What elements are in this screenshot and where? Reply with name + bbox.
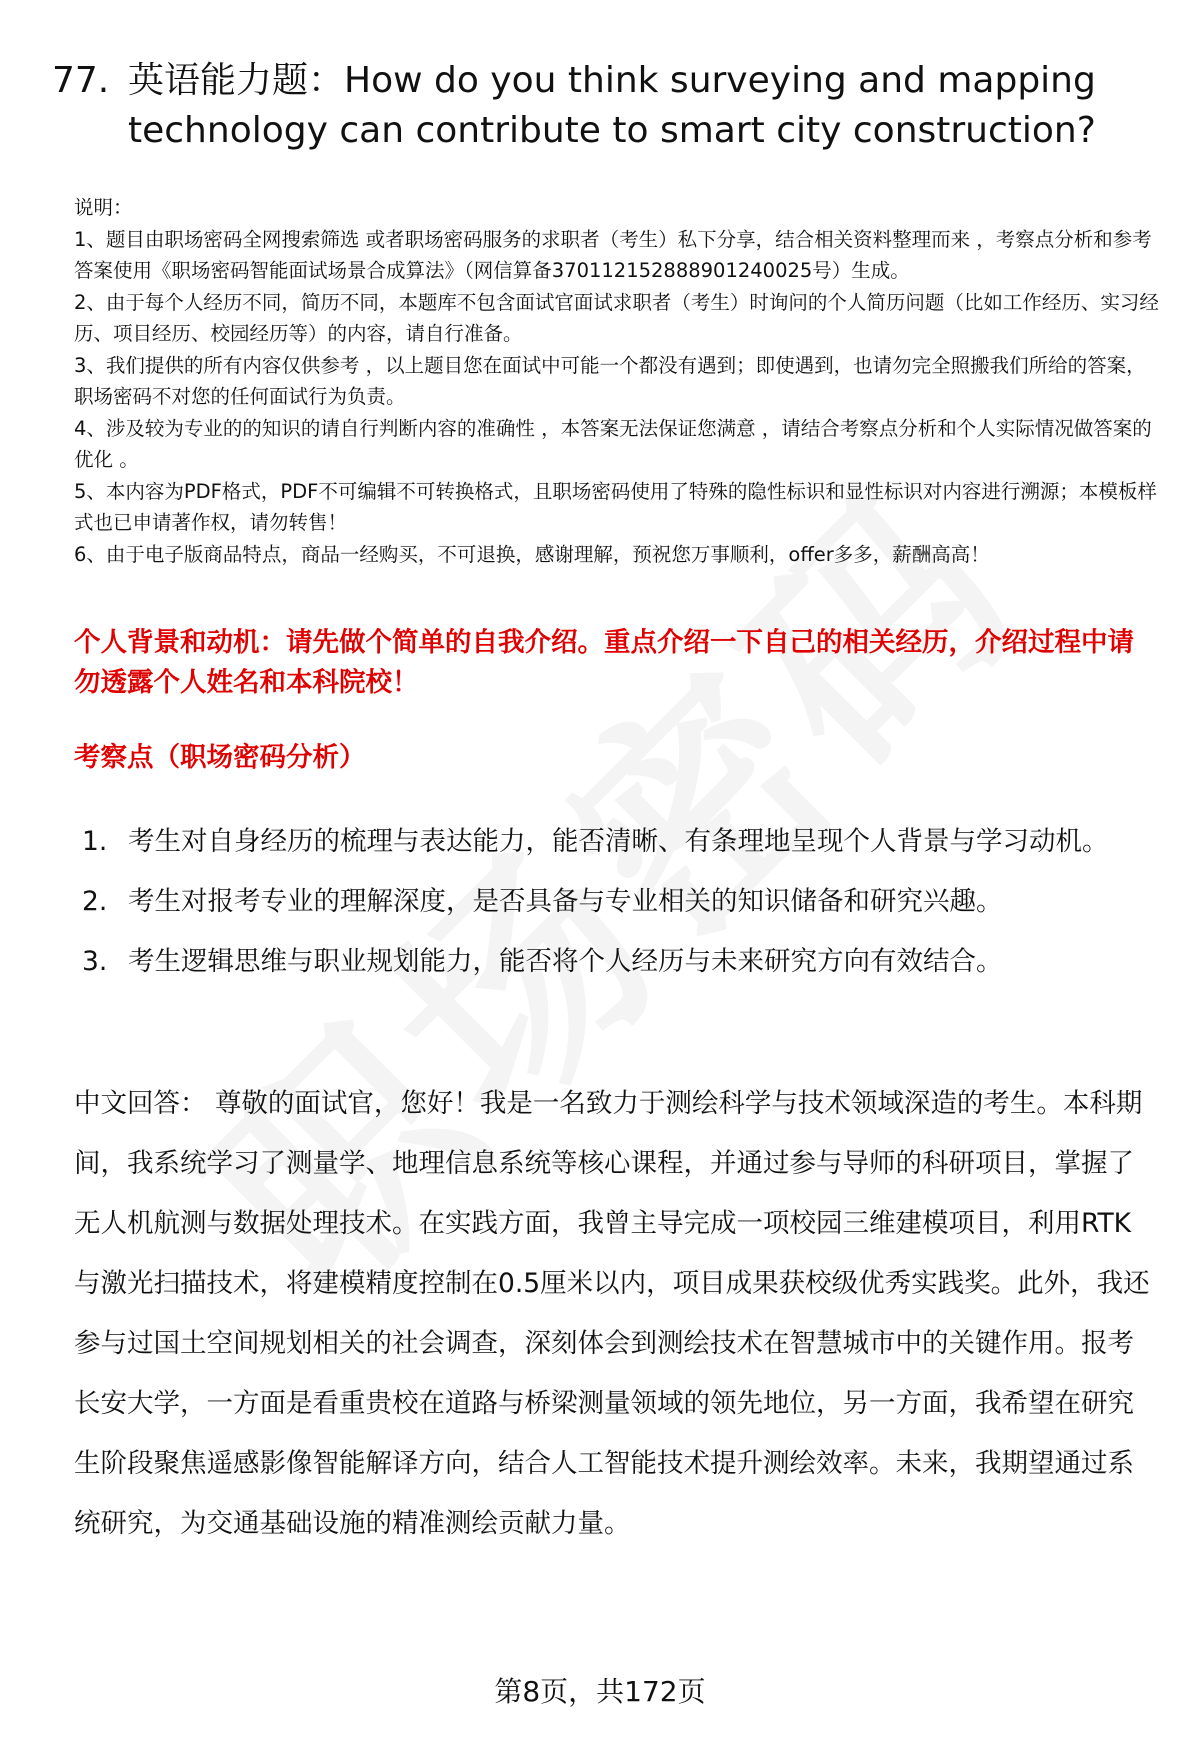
focus-item	[82, 932, 1152, 992]
answer-paragraph	[74, 1074, 1156, 1554]
focus-item-text: 考生对报考专业的理解深度，是否具备与专业相关的知识储备和研究兴趣。	[128, 886, 1003, 917]
notes-item: 1、题目由职场密码全网搜索筛选 或者职场密码服务的求职者（考生）私下分享，结合相关资料整理而来 ，考察点分析和参考答案使用《职场密码智能面试场景合成算法》（网信算备370112152888901240025号）生成。	[74, 227, 1152, 282]
section-heading: 个人背景和动机：请先做个简单的自我介绍。重点介绍一下自己的相关经历，介绍过程中请勿透露个人姓名和本科院校！	[74, 627, 1134, 698]
focus-item-number: 1.	[82, 826, 108, 857]
notes-title: 说明：	[74, 196, 133, 219]
answer-label: 中文回答：	[74, 1088, 207, 1119]
notes-item: 6、由于电子版商品特点，商品一经购买，不可退换，感谢理解，预祝您万事顺利，offer多多，薪酬高高！	[74, 542, 990, 566]
focus-list	[82, 812, 1152, 992]
notes-item: 2、由于每个人经历不同，简历不同，本题库不包含面试官面试求职者（考生）时询问的个人简历问题（比如工作经历、实习经历、项目经历、校园经历等）的内容，请自行准备。	[74, 290, 1159, 345]
focus-title: 考察点（职场密码分析）	[74, 742, 366, 773]
question-number: 77.	[52, 60, 110, 101]
focus-item-text: 考生逻辑思维与职业规划能力，能否将个人经历与未来研究方向有效结合。	[128, 946, 1003, 977]
focus-item-text: 考生对自身经历的梳理与表达能力，能否清晰、有条理地呈现个人背景与学习动机。	[128, 826, 1109, 857]
notes-block	[74, 192, 1164, 570]
notes-item: 3、我们提供的所有内容仅供参考 ，以上题目您在面试中可能一个都没有遇到；即使遇到，也请勿完全照搬我们所给的答案，职场密码不对您的任何面试行为负责。	[74, 353, 1146, 408]
focus-item	[82, 812, 1152, 872]
notes-item: 4、涉及较为专业的的知识的请自行判断内容的准确性 ，本答案无法保证您满意 ，请结合考察点分析和个人实际情况做答案的优化 。	[74, 416, 1152, 471]
answer-text: 尊敬的面试官，您好！我是一名致力于测绘科学与技术领域深造的考生。本科期间，我系统学习了测量学、地理信息系统等核心课程，并通过参与导师的科研项目，掌握了无人机航测与数据处理技术。在实践方面，我曾主导完成一项校园三维建模项目，利用RTK与激光扫描技术，将建模精度控制在0.5厘米以内，项目成果获校级优秀实践奖。此外，我还参与过国土空间规划相关的社会调查，深刻体会到测绘技术在智慧城市中的关键作用。报考长安大学，一方面是看重贵校在道路与桥梁测量领域的领先地位，另一方面，我希望在研究生阶段聚焦遥感影像智能解译方向，结合人工智能技术提升测绘效率。未来，我期望通过系统研究，为交通基础设施的精准测绘贡献力量。	[74, 1088, 1150, 1539]
page-footer: 第8页，共172页	[494, 1675, 706, 1708]
focus-item	[82, 872, 1152, 932]
question-header	[52, 56, 1152, 156]
question-text: 英语能力题：How do you think surveying and mapping technology can contribute to smart city construction?	[128, 60, 1096, 151]
focus-item-number: 3.	[82, 946, 108, 977]
focus-item-number: 2.	[82, 886, 108, 917]
notes-item: 5、本内容为PDF格式，PDF不可编辑不可转换格式，且职场密码使用了特殊的隐性标识和显性标识对内容进行溯源；本模板样式也已申请著作权，请勿转售！	[74, 479, 1157, 534]
